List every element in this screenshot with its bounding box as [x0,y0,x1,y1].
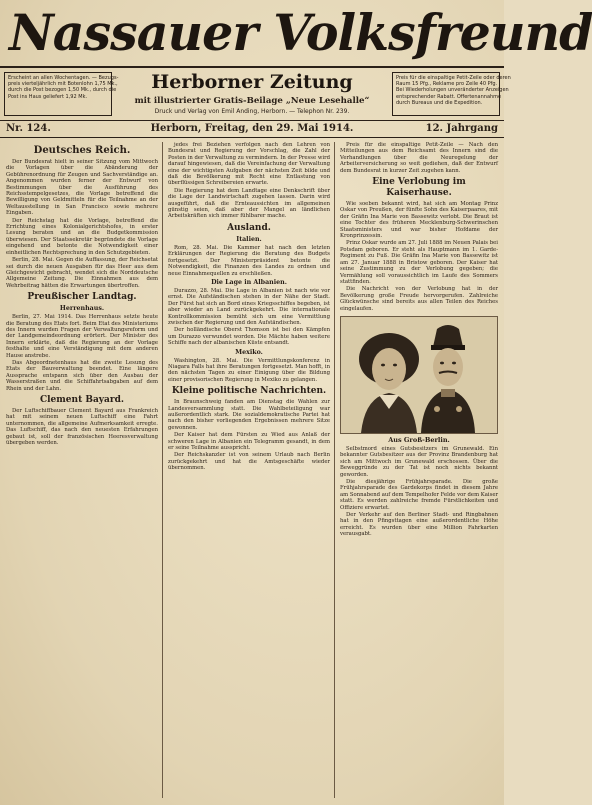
article-paragraph: Die Regierung hat dem Landtage eine Denkschrift über die Lage der Landwirtschaft zugehen lassen. Darin wird ausgeführt, daß die Ernteaussichten im allgemeinen günstig seien, daß aber der Mangel an ländlichen Arbeitskräften sich immer fühlbarer mache. [168,187,330,220]
article-paragraph: Der holländische Oberst Thomson ist bei den Kämpfen um Durazzo verwundet worden. Die Mächte haben weitere Schiffe nach der albanischen Küste entsandt. [168,327,330,347]
masthead-rule [0,66,504,68]
rates-line: entsprechender Rabatt. Offertenannahme [396,93,502,100]
article-paragraph: Berlin, 28. Mai. Gegen die Auffassung, der Reichsetat sei durch die neuen Ausgaben für das Heer aus dem Gleichgewicht gebracht, wendet sich die Norddeutsche Allgemeine Zeitung. Die Einnahmen aus dem Wehrbeitrag hätten die Erwartungen übertroffen. [6,257,158,289]
article-paragraph: In Braunschweig fanden am Dienstag die Wahlen zur Landesversammlung statt. Die Wahlbeteiligung war außerordentlich stark. Die sozialdemokratische Partei hat nach den bisher vorliegenden Ergebnissen mehrere Sitze gewonnen. [168,399,330,431]
image-caption: Aus Groß-Berlin. [388,435,450,444]
article-paragraph: Das Abgeordnetenhaus hat die zweite Lesung des Etats der Bauverwaltung beendet. Eine längere Aussprache entspann sich über den Ausbau der Wasserstraßen und die Schiffahrtsabgaben auf dem Rhein und der Lahn. [6,359,158,392]
section-subheading: Herrenhaus. [59,305,105,313]
engagement-portraits-image [340,316,498,434]
article-paragraph: Die diesjährige Frühjahrsparade. Die große Frühjahrsparade des Gardekorps findet in diesem Jahre am Sonnabend auf dem Tempelhofer Felde vor dem Kaiser statt. Es werden zahlreiche fremde Fürstlichkeiten und Offiziere erwartet. [340,478,498,511]
article-paragraph: Der Reichskanzler ist von seinem Urlaub nach Berlin zurückgekehrt und hat die Amtsgeschäfte wieder übernommen. [168,452,330,472]
column-divider [334,142,335,798]
subscription-line: preis vierteljährlich mit Botenlohn 1,75 Mk., [8,81,118,88]
rates-line: Bei Wiederholungen unveränderter Anzeigen [396,87,509,94]
press-line: Druck und Verlag von Emil Anding, Herborn. — Telephon Nr. 239. [154,108,350,115]
article-paragraph: Selbstmord eines Gutsbesitzers im Grunewald. Ein bekannter Gutsbesitzer aus der Provinz Brandenburg hat sich am Mittwoch im Grunewald erschossen. Über die Beweggründe zu der Tat ist noch nichts bekannt geworden. [340,445,498,478]
subscription-line: durch die Post bezogen 1,50 Mk., durch die [8,87,117,94]
article-paragraph: Prinz Oskar wurde am 27. Juli 1888 im Neuen Palais bei Potsdam geboren. Er steht als Hauptmann im 1. Garde-Regiment zu Fuß. Die Gräfin Ina Marie von Bassewitz ist am 27. Januar 1888 in Bristow geboren. Der Kaiser hat seine Zustimmung zu der Verlobung gegeben; die Vermählung soll voraussichtlich im Laufe des Sommers stattfinden. [340,240,498,285]
section-subheading: Die Lage in Albanien. [211,278,287,286]
column-divider [162,142,163,798]
section-heading: Kleine politische Nachrichten. [171,386,327,397]
subscription-line: Post ins Haus geliefert 1,92 Mk. [8,93,88,100]
rates-line: Preis für die einspaltige Petit-Zeile oder deren [396,75,511,81]
supplement-line: mit illustrierter Gratis-Beilage „Neue Lesehalle“ [134,96,370,106]
masthead [0,0,592,148]
advertising-rates-box [392,72,511,116]
article-paragraph: Der Luftschiffbauer Clement Bayard aus Frankreich hat mit seinem neuen Luftschiff eine Fahrt unternommen, die allgemeine Aufmerksamkeit erregte. Das Luftschiff, das nach den neuesten Erfahrungen gebaut ist, soll der französischen Heeresverwaltung übergeben werden. [6,408,158,447]
article-paragraph: Washington, 28. Mai. Die Vermittlungskonferenz in Niagara Falls hat ihre Beratungen fortgesetzt. Man hofft, in den nächsten Tagen zu einer Einigung über die Bildung einer provisorischen Regierung in Mexiko zu gelangen. [168,357,330,383]
article-paragraph: Der Verkehr auf den Berliner Stadt- und Ringbahnen hat in den Pfingsttagen eine außerordentliche Höhe erreicht. Es wurden über eine Million Fahrkarten verausgabt. [340,512,498,538]
issue-number: Nr. 124. [6,123,51,134]
article-paragraph: Die Nachricht von der Verlobung hat in der Bevölkerung große Freude hervorgerufen. Zahlreiche Glückwünsche sind bereits aus allen Teilen des Reiches eingelaufen. [340,286,498,312]
rates-line: Raum 15 Pfg., Reklame pro Zeile 40 Pfg. [396,81,498,88]
article-paragraph: Preis für die einspaltige Petit-Zeile — Nach den Mitteilungen aus dem Reichsamt des Innern sind die Verhandlungen über die Neuregelung der Arbeiterversicherung so weit gediehen, daß der Entwurf dem Bundesrat in kurzer Zeit zugehen kann. [340,142,498,174]
issue-year: 12. Jahrgang [425,123,498,134]
issue-date: Herborn, Freitag, den 29. Mai 1914. [150,123,354,134]
article-paragraph: Berlin, 27. Mai 1914. Das Herrenhaus setzte heute die Beratung des Etats fort. Beim Etat des Ministeriums des Innern wurden Fragen der Verwaltungsreform und der Landgemeindeordnung erörtert. Der Minister des Innern erklärte, daß die Regierung an der Vorlage festhalte und eine Verständigung mit dem anderen Hause anstrebe. [6,314,158,359]
article-paragraph: jedes frei Beziehen verfolgen nach den Lehren von Bundesrat und Regierung der Vorschlag, die Zahl der Posten in der Verwaltung zu vermindern. In der Presse wird darauf hingewiesen, daß die Vereinfachung der Verwaltung eine der wichtigsten Aufgaben der nächsten Zeit bilde und daß die Bevölkerung mit Recht eine Entlastung von überflüssigen Schreibereien erwarte. [168,142,330,187]
article-paragraph: Der Reichstag hat die Vorlage, betreffend die Errichtung eines Kolonialgerichtshofes, in erster Lesung beraten und an die Budgetkommission überwiesen. Der Staatssekretär begründete die Vorlage eingehend und betonte die Notwendigkeit einer einheitlichen Rechtsprechung in den Schutzgebieten. [6,217,158,256]
article-paragraph: Wie soeben bekannt wird, hat sich am Montag Prinz Oskar von Preußen, der fünfte Sohn des Kaiserpaares, mit der Gräfin Ina Marie von Bassewitz verlobt. Die Braut ist eine Tochter des früheren Mecklenburg-Schwerinschen Staatsministers und war bisher Hofdame der Kronprinzessin. [340,201,498,240]
article-paragraph: Rom, 28. Mai. Die Kammer hat nach den letzten Erklärungen der Regierung die Beratung des Budgets fortgesetzt. Der Ministerpräsident betonte die Notwendigkeit, die Finanzen des Landes zu ordnen und neue Einnahmequellen zu erschließen. [168,244,330,277]
section-heading: Ausland. [227,222,271,233]
article-paragraph: Der Kaiser hat dem Fürsten zu Wied aus Anlaß der schweren Lage in Albanien ein Telegramm gesandt, in dem er seine Teilnahme ausspricht. [168,432,330,452]
section-heading: Deutsches Reich. [33,145,131,156]
newspaper-title: Nassauer Volksfreund [8,3,592,62]
subscription-box [4,72,119,116]
newspaper-subtitle: Herborner Zeitung [151,71,353,93]
section-heading: Preußischer Landtag. [27,292,137,303]
section-heading: Eine Verlobung im Kaiserhause. [372,177,466,199]
article-paragraph: Der Bundesrat hielt in seiner Sitzung vom Mittwoch die Vorlagen über die Abänderung der Gebührenordnung für Zeugen und Sachverständige an. Angenommen wurden ferner der Entwurf von Bestimmungen über die Ausführung des Reichsstempelgesetzes, die Vorlage betreffend die Bewilligung von Geldmitteln für die Teilnahme an der Weltausstellung in San Francisco sowie mehrere Eingaben. [6,159,158,217]
rates-line: durch Bureaus und die Expedition. [396,99,483,106]
section-subheading: Italien. [236,235,262,243]
column-middle [168,142,330,798]
issue-bar [0,120,504,138]
section-heading: Clement Bayard. [39,395,125,405]
column-left [6,142,158,798]
portrait-illustration [341,317,497,433]
subscription-line: Erscheint an allen Wochentagen. — Bezugs- [8,75,119,81]
article-paragraph: Durazzo, 28. Mai. Die Lage in Albanien ist nach wie vor ernst. Die Aufständischen stehen in der Nähe der Stadt. Der Fürst hat sich an Bord eines Kriegsschiffes begeben, ist aber wieder an Land zurückgekehrt. Die internationale Kontrollkommission bemüht sich um eine Vermittlung zwischen der Regierung und den Aufständischen. [168,287,330,326]
column-right [340,142,498,798]
section-subheading: Mexiko. [235,348,263,356]
